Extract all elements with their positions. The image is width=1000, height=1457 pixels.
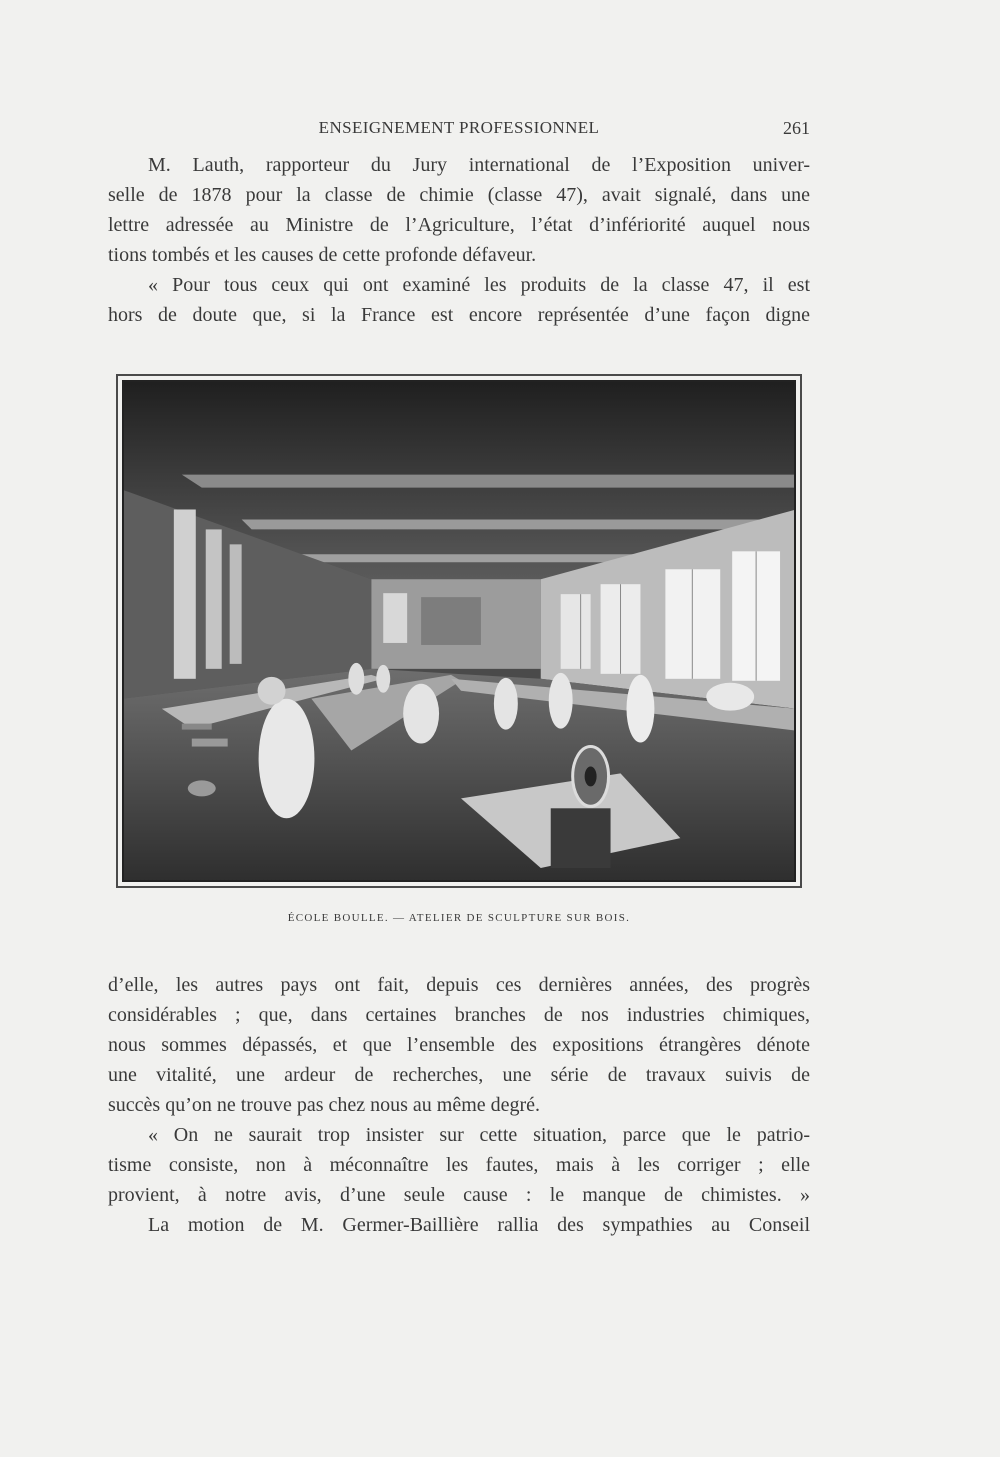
body-text-bottom — [108, 970, 810, 1240]
text-line: provient, à notre avis, d’une seule cause : le manque de chimistes. » — [108, 1184, 810, 1206]
page-number: 261 — [783, 118, 810, 138]
text-line: hors de doute que, si la France est encore représentée d’une façon digne — [108, 304, 810, 326]
text-line: La motion de M. Germer-Baillière rallia des sympathies au Conseil — [148, 1214, 810, 1236]
page-header — [108, 118, 810, 140]
running-title: ENSEIGNEMENT PROFESSIONNEL — [318, 118, 600, 137]
text-line: considérables ; que, dans certaines branches de nos industries chimiques, — [108, 1004, 810, 1026]
text-line: d’elle, les autres pays ont fait, depuis ces dernières années, des progrès — [108, 974, 810, 996]
text-line: tions tombés et les causes de cette profonde défaveur. — [108, 244, 537, 266]
text-line: une vitalité, une ardeur de recherches, une série de travaux suivis de — [108, 1064, 810, 1086]
text-line: « Pour tous ceux qui ont examiné les produits de la classe 47, il est — [148, 274, 810, 296]
body-text-top — [108, 150, 810, 330]
workshop-photograph — [116, 374, 802, 888]
text-line: tisme consiste, non à méconnaître les fautes, mais à les corriger ; elle — [108, 1154, 810, 1176]
text-line: lettre adressée au Ministre de l’Agriculture, l’état d’infériorité auquel nous — [108, 214, 810, 236]
workshop-photo-illustration — [122, 380, 796, 882]
text-line: « On ne saurait trop insister sur cette situation, parce que le patrio- — [148, 1124, 810, 1146]
text-line: M. Lauth, rapporteur du Jury international de l’Exposition univer- — [148, 154, 810, 176]
figure-caption: ÉCOLE BOULLE. — ATELIER DE SCULPTURE SUR BOIS. — [287, 912, 631, 924]
text-line: nous sommes dépassés, et que l’ensemble des expositions étrangères dénote — [108, 1034, 810, 1056]
text-line: succès qu’on ne trouve pas chez nous au même degré. — [108, 1094, 541, 1116]
text-line: selle de 1878 pour la classe de chimie (classe 47), avait signalé, dans une — [108, 184, 810, 206]
